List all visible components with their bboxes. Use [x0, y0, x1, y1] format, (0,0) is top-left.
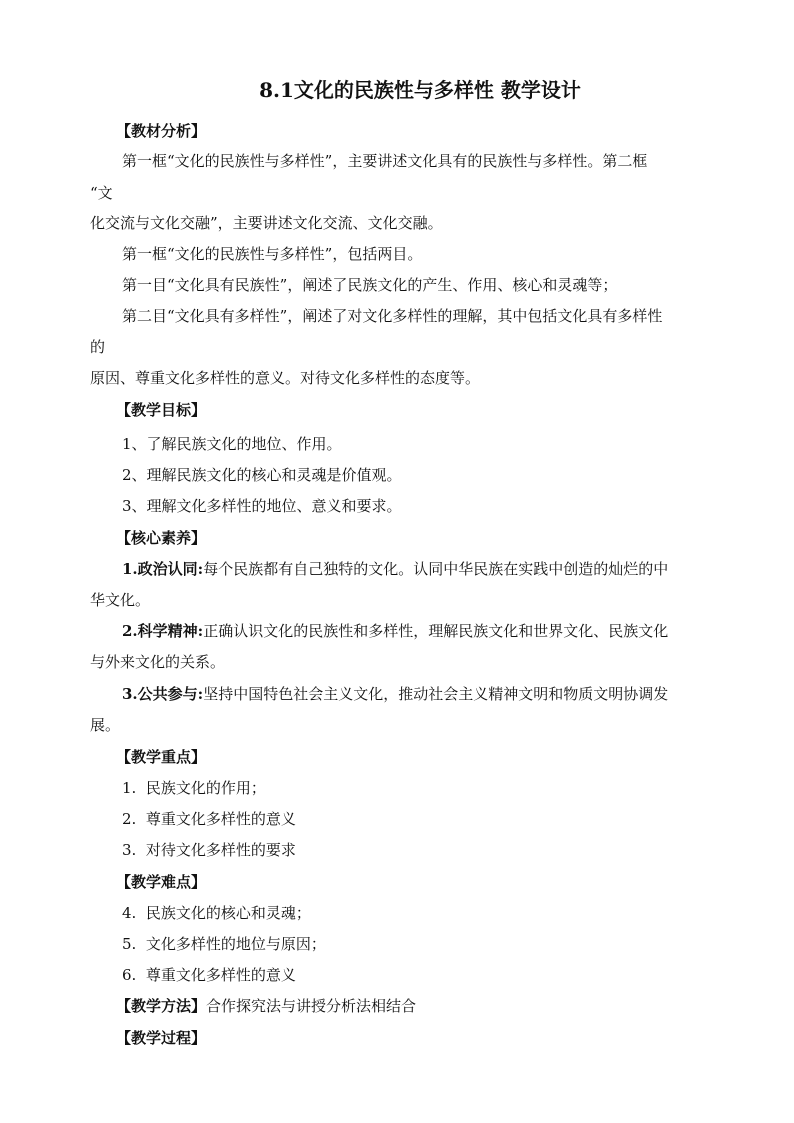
goal-item-1: 1、了解民族文化的地位、作用。	[122, 435, 342, 453]
literacy-item-2-continued: 与外来文化的关系。	[90, 653, 226, 671]
difficulty-item-6: 6. 尊重文化多样性的意义	[122, 966, 296, 984]
key-point-item-2: 2. 尊重文化多样性的意义	[122, 810, 296, 828]
analysis-paragraph-3: 第一目“文化具有民族性”，阐述了民族文化的产生、作用、核心和灵魂等；	[122, 276, 618, 294]
method-line	[116, 996, 416, 1016]
analysis-paragraph-4: 第二目“文化具有多样性”，阐述了对文化多样性的理解，其中包括文化具有多样性	[122, 307, 663, 325]
analysis-paragraph-4-continued: 原因、尊重文化多样性的意义。对待文化多样性的态度等。	[90, 369, 481, 387]
literacy-item-3-continued: 展。	[90, 716, 121, 734]
literacy-item-1	[122, 559, 668, 579]
goal-item-3: 3、理解文化多样性的地位、意义和要求。	[122, 497, 402, 515]
key-point-item-3: 3. 对待文化多样性的要求	[122, 841, 296, 859]
method-heading: 【教学方法】	[116, 997, 207, 1015]
key-point-item-1: 1. 民族文化的作用；	[122, 779, 266, 797]
goals-heading: 【教学目标】	[116, 401, 207, 419]
analysis-paragraph-1-continued: 化交流与文化交融”，主要讲述文化交流、文化交融。	[90, 214, 443, 232]
difficulties-heading: 【教学难点】	[116, 873, 207, 891]
document-title: 8.1文化的民族性与多样性 教学设计	[259, 78, 581, 102]
method-text: 合作探究法与讲授分析法相结合	[206, 997, 417, 1015]
literacy-item-3-text: 坚持中国特色社会主义文化，推动社会主义精神文明和物质文明协调发	[203, 685, 669, 703]
literacy-item-1-label: 1.政治认同:	[122, 560, 204, 578]
key-points-heading: 【教学重点】	[116, 748, 207, 766]
analysis-heading: 【教材分析】	[116, 122, 207, 140]
difficulty-item-4: 4. 民族文化的核心和灵魂；	[122, 904, 311, 922]
difficulty-item-5: 5. 文化多样性的地位与原因；	[122, 935, 326, 953]
analysis-paragraph-4-wrap: 的	[90, 338, 106, 356]
analysis-paragraph-1-wrap: “文	[90, 184, 113, 202]
literacy-item-2-text: 正确认识文化的民族性和多样性，理解民族文化和世界文化、民族文化	[203, 622, 669, 640]
process-heading: 【教学过程】	[116, 1029, 207, 1047]
literacy-heading: 【核心素养】	[116, 529, 207, 547]
analysis-paragraph-1: 第一框“文化的民族性与多样性”，主要讲述文化具有的民族性与多样性。第二框	[122, 152, 648, 170]
literacy-item-1-text: 每个民族都有自己独特的文化。认同中华民族在实践中创造的灿烂的中	[203, 560, 669, 578]
literacy-item-3-label: 3.公共参与:	[122, 685, 204, 703]
literacy-item-1-continued: 华文化。	[90, 591, 151, 609]
literacy-item-2	[122, 621, 668, 641]
analysis-paragraph-2: 第一框“文化的民族性与多样性”，包括两目。	[122, 245, 423, 263]
goal-item-2: 2、理解民族文化的核心和灵魂是价值观。	[122, 466, 402, 484]
literacy-item-2-label: 2.科学精神:	[122, 622, 204, 640]
literacy-item-3	[122, 684, 668, 704]
